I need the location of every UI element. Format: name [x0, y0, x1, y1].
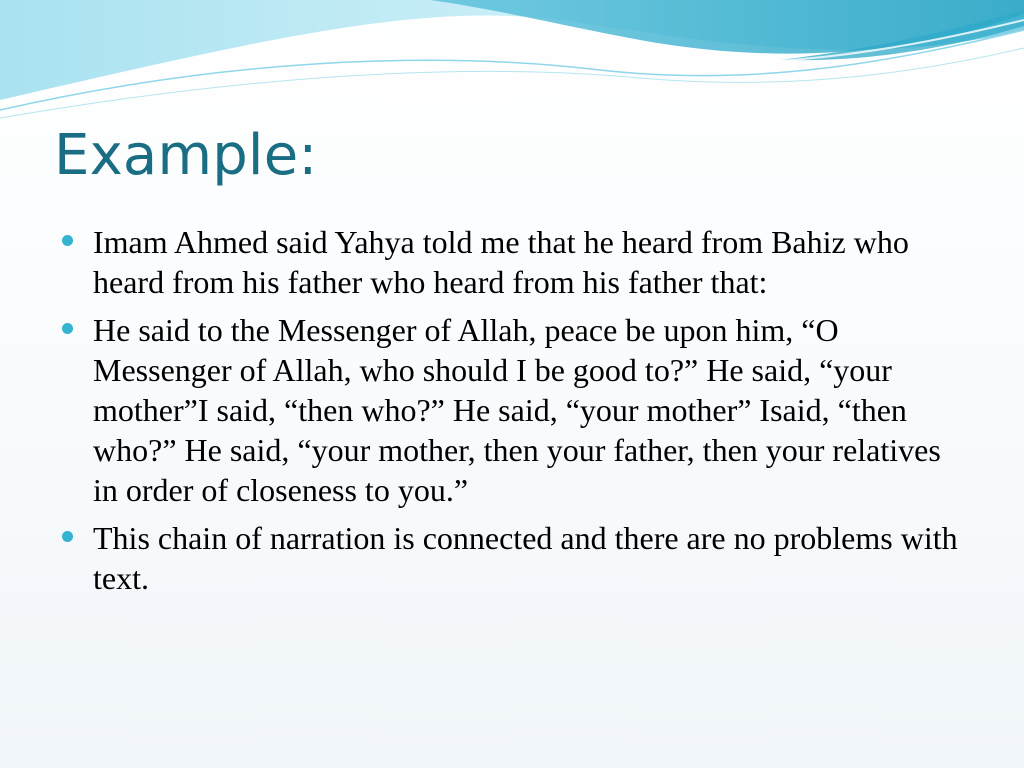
header-wave-decoration: [0, 0, 1024, 130]
bullet-dot-icon: [62, 235, 73, 246]
bullet-item-2: [60, 310, 960, 510]
bullet-dot-icon: [62, 531, 73, 542]
bullet-dot-icon: [62, 323, 73, 334]
bullet-text-2: He said to the Messenger of Allah, peace be upon him, “O Messenger of Allah, who should I be good to?” He said, “your mother”I said, “then who?” He said, “your mother” Isaid, “then who?” He said, “your mother, then your father, then your relatives in order of closeness to you.”: [93, 312, 941, 508]
slide-title: Example:: [54, 123, 318, 188]
bullet-text-3: This chain of narration is connected and there are no problems with text.: [93, 520, 958, 596]
bullet-text-1: Imam Ahmed said Yahya told me that he heard from Bahiz who heard from his father who heard from his father that:: [93, 224, 909, 300]
bullet-list: [60, 222, 960, 606]
bullet-item-1: [60, 222, 960, 302]
bullet-item-3: [60, 518, 960, 598]
